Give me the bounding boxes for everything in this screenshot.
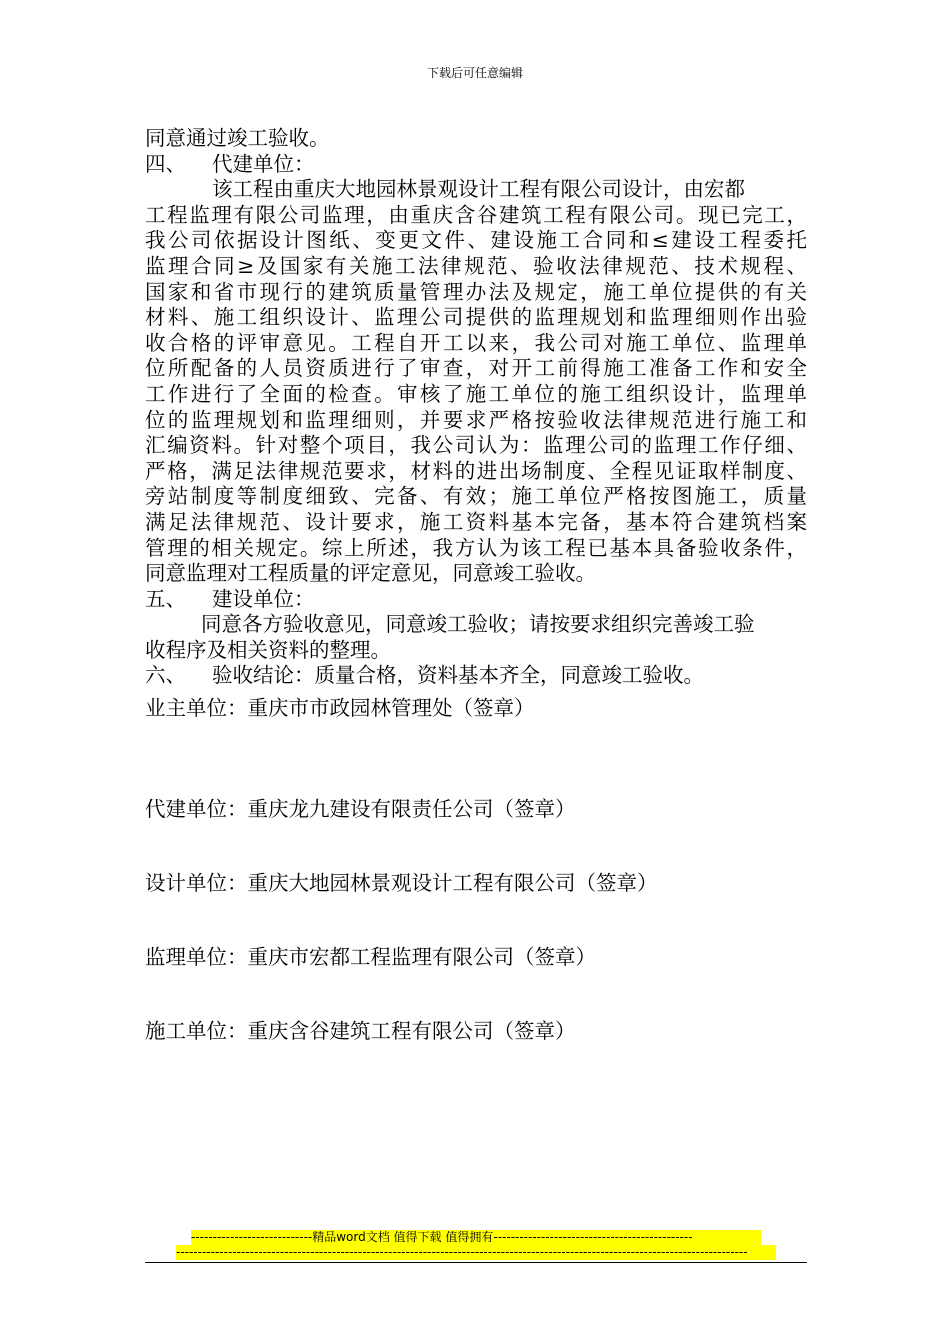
- paragraph-line: 同意各方验收意见，同意竣工验收；请按要求组织完善竣工验: [201, 612, 755, 637]
- paragraph-line: 满足法律规范、设计要求，施工资料基本完备，基本符合建筑档案: [145, 509, 807, 534]
- paragraph-line: 收程序及相关资料的整理。: [145, 637, 391, 662]
- paragraph-line: 严格，满足法律规范要求，材料的进出场制度、全程见证取样制度、: [145, 458, 807, 483]
- paragraph-line: 工程监理有限公司监理，由重庆含谷建筑工程有限公司。现已完工，: [145, 202, 807, 227]
- paragraph-line: 工作进行了全面的检查。审核了施工单位的施工组织设计，监理单: [145, 381, 807, 406]
- signature-owner: 业主单位：重庆市市政园林管理处（签章）: [145, 696, 535, 720]
- paragraph-line: 材料、施工组织设计、监理公司提供的监理规划和监理细则作出验: [145, 305, 807, 330]
- paragraph-line: 管理的相关规定。综上所述，我方认为该工程已基本具备验收条件，: [145, 535, 807, 560]
- section-6-text: 验收结论：质量合格，资料基本齐全，同意竣工验收。: [212, 663, 704, 688]
- section-5-paragraph: [145, 612, 807, 663]
- signature-agent: 代建单位：重庆龙九建设有限责任公司（签章）: [145, 797, 576, 821]
- page-header-note: 下载后可任意编辑: [426, 66, 523, 80]
- section-5-heading: [145, 587, 807, 613]
- paragraph-line: 该工程由重庆大地园林景观设计工程有限公司设计，由宏都: [212, 177, 745, 202]
- paragraph-line: 汇编资料。针对整个项目，我公司认为：监理公司的监理工作仔细、: [145, 433, 807, 458]
- signature-design: 设计单位：重庆大地园林景观设计工程有限公司（签章）: [145, 871, 658, 895]
- footer-divider: [145, 1262, 807, 1263]
- document-body: [145, 126, 807, 689]
- paragraph-line: 监理合同≥及国家有关施工法律规范、验收法律规范、技术规程、: [145, 253, 807, 278]
- paragraph-line: 同意监理对工程质量的评定意见，同意竣工验收。: [145, 561, 596, 586]
- section-6-heading: [145, 663, 807, 689]
- paragraph-line: 我公司依据设计图纸、变更文件、建设施工合同和≤建设工程委托: [145, 228, 807, 253]
- paragraph-line: 旁站制度等制度细致、完备、有效；施工单位严格按图施工，质量: [145, 484, 807, 509]
- section-5-title: 建设单位：: [212, 586, 315, 611]
- paragraph-line: 位所配备的人员资质进行了审查，对开工前得施工准备工作和安全: [145, 356, 807, 381]
- paragraph-line: 位的监理规划和监理细则，并要求严格按验收法律规范进行施工和: [145, 407, 807, 432]
- conclusion-line: 同意通过竣工验收。: [145, 126, 330, 150]
- section-6-number: 六、: [145, 663, 186, 688]
- section-4-title: 代建单位：: [212, 151, 315, 176]
- footer-banner-top: ----------------------------精品word文档 值得下载 值得拥有----------------------------------------------: [191, 1230, 761, 1245]
- signature-construction: 施工单位：重庆含谷建筑工程有限公司（签章）: [145, 1019, 576, 1043]
- section-4-paragraph: [145, 177, 807, 587]
- section-5-number: 五、: [145, 586, 186, 611]
- signature-supervision: 监理单位：重庆市宏都工程监理有限公司（签章）: [145, 945, 596, 969]
- section-4-heading: [145, 152, 807, 178]
- section-4-number: 四、: [145, 151, 186, 176]
- footer-banner-bottom: ------------------------------------------------------------------------------------------------------------------------------------: [176, 1245, 776, 1260]
- paragraph-line: 国家和省市现行的建筑质量管理办法及规定，施工单位提供的有关: [145, 279, 807, 304]
- paragraph-line: 收合格的评审意见。工程自开工以来，我公司对施工单位、监理单: [145, 330, 807, 355]
